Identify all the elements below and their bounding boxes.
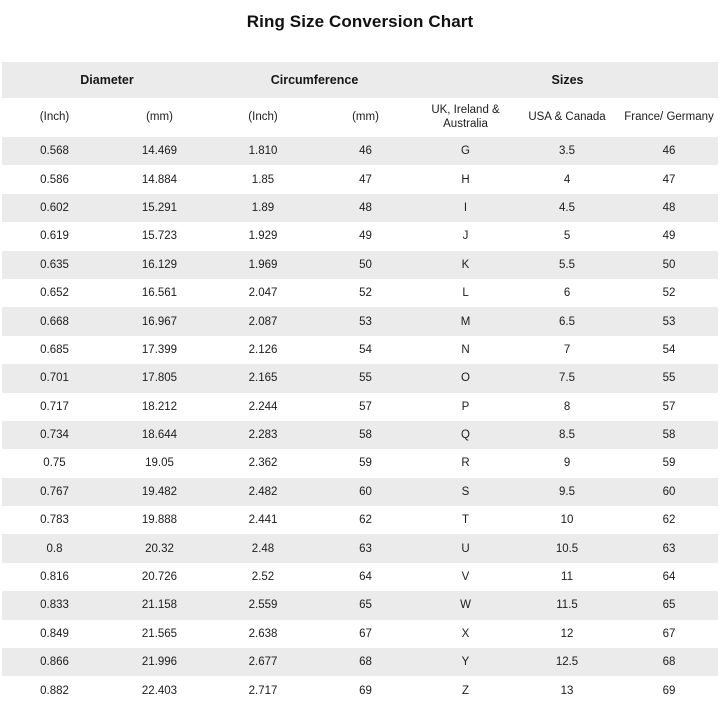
cell-size-usa-canada: 8.5 — [514, 421, 620, 449]
cell-size-uk-ireland-australia: J — [417, 222, 514, 250]
cell-size-france-germany: 65 — [620, 591, 718, 619]
group-header-diameter: Diameter — [2, 62, 212, 98]
cell-diameter-mm: 16.129 — [107, 251, 212, 279]
cell-size-france-germany: 64 — [620, 563, 718, 591]
cell-diameter-mm: 15.291 — [107, 194, 212, 222]
column-header-circumference-inch: (Inch) — [212, 98, 314, 137]
cell-size-usa-canada: 10 — [514, 506, 620, 534]
table-row — [2, 421, 718, 449]
cell-diameter-mm: 22.403 — [107, 676, 212, 704]
column-header-diameter-inch: (Inch) — [2, 98, 107, 137]
cell-diameter-mm: 21.158 — [107, 591, 212, 619]
table-row — [2, 620, 718, 648]
table-row — [2, 393, 718, 421]
table-body — [2, 137, 718, 705]
cell-diameter-inch: 0.866 — [2, 648, 107, 676]
cell-size-uk-ireland-australia: I — [417, 194, 514, 222]
table-row — [2, 222, 718, 250]
cell-circumference-inch: 2.441 — [212, 506, 314, 534]
cell-size-usa-canada: 10.5 — [514, 534, 620, 562]
cell-size-france-germany: 60 — [620, 478, 718, 506]
cell-size-usa-canada: 7.5 — [514, 364, 620, 392]
cell-circumference-inch: 2.047 — [212, 279, 314, 307]
cell-size-usa-canada: 9.5 — [514, 478, 620, 506]
table-row — [2, 307, 718, 335]
table-row — [2, 478, 718, 506]
cell-diameter-inch: 0.816 — [2, 563, 107, 591]
cell-diameter-mm: 16.967 — [107, 307, 212, 335]
cell-diameter-mm: 17.805 — [107, 364, 212, 392]
cell-circumference-mm: 53 — [314, 307, 417, 335]
cell-diameter-mm: 17.399 — [107, 336, 212, 364]
cell-diameter-inch: 0.734 — [2, 421, 107, 449]
cell-size-uk-ireland-australia: G — [417, 137, 514, 165]
cell-size-france-germany: 53 — [620, 307, 718, 335]
cell-size-uk-ireland-australia: M — [417, 307, 514, 335]
cell-size-uk-ireland-australia: R — [417, 449, 514, 477]
cell-size-uk-ireland-australia: N — [417, 336, 514, 364]
cell-diameter-mm: 18.644 — [107, 421, 212, 449]
cell-circumference-inch: 2.482 — [212, 478, 314, 506]
cell-diameter-inch: 0.668 — [2, 307, 107, 335]
cell-circumference-inch: 2.638 — [212, 620, 314, 648]
column-header-uk-ireland-australia: UK, Ireland & Australia — [417, 98, 514, 137]
cell-circumference-inch: 1.810 — [212, 137, 314, 165]
cell-size-france-germany: 55 — [620, 364, 718, 392]
cell-size-france-germany: 69 — [620, 676, 718, 704]
cell-size-uk-ireland-australia: W — [417, 591, 514, 619]
cell-diameter-inch: 0.882 — [2, 676, 107, 704]
cell-size-usa-canada: 13 — [514, 676, 620, 704]
column-header-circumference-mm: (mm) — [314, 98, 417, 137]
table-row — [2, 563, 718, 591]
cell-size-france-germany: 54 — [620, 336, 718, 364]
table-row — [2, 336, 718, 364]
cell-diameter-inch: 0.568 — [2, 137, 107, 165]
cell-size-france-germany: 49 — [620, 222, 718, 250]
cell-size-france-germany: 59 — [620, 449, 718, 477]
cell-size-uk-ireland-australia: Z — [417, 676, 514, 704]
cell-circumference-mm: 48 — [314, 194, 417, 222]
cell-diameter-inch: 0.833 — [2, 591, 107, 619]
cell-circumference-mm: 63 — [314, 534, 417, 562]
table-row — [2, 364, 718, 392]
cell-diameter-mm: 14.884 — [107, 165, 212, 193]
table-row — [2, 676, 718, 704]
cell-circumference-mm: 64 — [314, 563, 417, 591]
cell-diameter-mm: 20.32 — [107, 534, 212, 562]
cell-diameter-mm: 14.469 — [107, 137, 212, 165]
cell-size-usa-canada: 5.5 — [514, 251, 620, 279]
cell-diameter-mm: 18.212 — [107, 393, 212, 421]
cell-diameter-inch: 0.701 — [2, 364, 107, 392]
table-row — [2, 506, 718, 534]
cell-diameter-mm: 19.482 — [107, 478, 212, 506]
cell-diameter-inch: 0.717 — [2, 393, 107, 421]
cell-circumference-inch: 1.929 — [212, 222, 314, 250]
group-header-circumference: Circumference — [212, 62, 417, 98]
cell-diameter-mm: 21.565 — [107, 620, 212, 648]
cell-size-uk-ireland-australia: H — [417, 165, 514, 193]
table-row — [2, 194, 718, 222]
cell-circumference-inch: 2.362 — [212, 449, 314, 477]
cell-size-usa-canada: 7 — [514, 336, 620, 364]
cell-diameter-inch: 0.619 — [2, 222, 107, 250]
cell-circumference-inch: 2.677 — [212, 648, 314, 676]
cell-circumference-mm: 58 — [314, 421, 417, 449]
ring-size-conversion-table — [2, 62, 718, 705]
cell-size-usa-canada: 4 — [514, 165, 620, 193]
cell-diameter-inch: 0.75 — [2, 449, 107, 477]
cell-circumference-inch: 2.559 — [212, 591, 314, 619]
cell-size-uk-ireland-australia: P — [417, 393, 514, 421]
cell-size-uk-ireland-australia: X — [417, 620, 514, 648]
cell-circumference-mm: 46 — [314, 137, 417, 165]
cell-size-france-germany: 50 — [620, 251, 718, 279]
table-row — [2, 648, 718, 676]
cell-size-usa-canada: 4.5 — [514, 194, 620, 222]
cell-size-usa-canada: 12 — [514, 620, 620, 648]
cell-size-usa-canada: 6 — [514, 279, 620, 307]
cell-diameter-inch: 0.586 — [2, 165, 107, 193]
cell-circumference-mm: 59 — [314, 449, 417, 477]
cell-circumference-mm: 68 — [314, 648, 417, 676]
cell-size-uk-ireland-australia: S — [417, 478, 514, 506]
cell-diameter-inch: 0.849 — [2, 620, 107, 648]
cell-diameter-mm: 19.05 — [107, 449, 212, 477]
table-row — [2, 137, 718, 165]
cell-circumference-inch: 2.126 — [212, 336, 314, 364]
cell-diameter-inch: 0.783 — [2, 506, 107, 534]
cell-size-usa-canada: 12.5 — [514, 648, 620, 676]
cell-circumference-inch: 2.48 — [212, 534, 314, 562]
cell-size-uk-ireland-australia: U — [417, 534, 514, 562]
column-header-france-germany: France/ Germany — [620, 98, 718, 137]
cell-diameter-inch: 0.685 — [2, 336, 107, 364]
cell-circumference-mm: 57 — [314, 393, 417, 421]
cell-size-uk-ireland-australia: O — [417, 364, 514, 392]
cell-circumference-mm: 65 — [314, 591, 417, 619]
column-header-diameter-mm: (mm) — [107, 98, 212, 137]
cell-circumference-mm: 47 — [314, 165, 417, 193]
cell-circumference-inch: 2.283 — [212, 421, 314, 449]
cell-size-usa-canada: 9 — [514, 449, 620, 477]
cell-size-france-germany: 62 — [620, 506, 718, 534]
page-title: Ring Size Conversion Chart — [246, 12, 474, 31]
cell-circumference-inch: 2.244 — [212, 393, 314, 421]
cell-circumference-inch: 2.52 — [212, 563, 314, 591]
cell-diameter-inch: 0.8 — [2, 534, 107, 562]
cell-size-usa-canada: 5 — [514, 222, 620, 250]
table-row — [2, 279, 718, 307]
cell-size-france-germany: 57 — [620, 393, 718, 421]
cell-size-uk-ireland-australia: K — [417, 251, 514, 279]
cell-size-usa-canada: 11 — [514, 563, 620, 591]
cell-circumference-inch: 2.717 — [212, 676, 314, 704]
cell-diameter-inch: 0.635 — [2, 251, 107, 279]
table-row — [2, 251, 718, 279]
cell-circumference-inch: 1.85 — [212, 165, 314, 193]
cell-size-usa-canada: 11.5 — [514, 591, 620, 619]
cell-diameter-mm: 21.996 — [107, 648, 212, 676]
cell-circumference-mm: 50 — [314, 251, 417, 279]
cell-circumference-inch: 1.969 — [212, 251, 314, 279]
table-row — [2, 165, 718, 193]
table-row — [2, 534, 718, 562]
cell-circumference-mm: 62 — [314, 506, 417, 534]
cell-size-uk-ireland-australia: V — [417, 563, 514, 591]
cell-size-uk-ireland-australia: Q — [417, 421, 514, 449]
cell-circumference-inch: 2.087 — [212, 307, 314, 335]
cell-diameter-inch: 0.652 — [2, 279, 107, 307]
cell-circumference-mm: 67 — [314, 620, 417, 648]
group-header-row — [2, 62, 718, 98]
cell-circumference-mm: 52 — [314, 279, 417, 307]
cell-circumference-inch: 1.89 — [212, 194, 314, 222]
cell-diameter-mm: 19.888 — [107, 506, 212, 534]
cell-size-uk-ireland-australia: L — [417, 279, 514, 307]
cell-circumference-mm: 49 — [314, 222, 417, 250]
cell-size-france-germany: 67 — [620, 620, 718, 648]
table-row — [2, 449, 718, 477]
cell-size-france-germany: 47 — [620, 165, 718, 193]
cell-size-usa-canada: 3.5 — [514, 137, 620, 165]
cell-circumference-mm: 54 — [314, 336, 417, 364]
cell-diameter-mm: 20.726 — [107, 563, 212, 591]
cell-circumference-mm: 60 — [314, 478, 417, 506]
cell-circumference-mm: 69 — [314, 676, 417, 704]
cell-size-uk-ireland-australia: Y — [417, 648, 514, 676]
cell-size-usa-canada: 8 — [514, 393, 620, 421]
cell-diameter-inch: 0.602 — [2, 194, 107, 222]
cell-circumference-inch: 2.165 — [212, 364, 314, 392]
cell-size-france-germany: 58 — [620, 421, 718, 449]
sub-header-row — [2, 98, 718, 137]
group-header-sizes: Sizes — [417, 62, 718, 98]
cell-size-uk-ireland-australia: T — [417, 506, 514, 534]
column-header-usa-canada: USA & Canada — [514, 98, 620, 137]
cell-diameter-mm: 16.561 — [107, 279, 212, 307]
cell-size-france-germany: 52 — [620, 279, 718, 307]
cell-size-france-germany: 63 — [620, 534, 718, 562]
cell-size-france-germany: 48 — [620, 194, 718, 222]
cell-size-usa-canada: 6.5 — [514, 307, 620, 335]
cell-diameter-mm: 15.723 — [107, 222, 212, 250]
cell-size-france-germany: 68 — [620, 648, 718, 676]
cell-circumference-mm: 55 — [314, 364, 417, 392]
cell-diameter-inch: 0.767 — [2, 478, 107, 506]
table-row — [2, 591, 718, 619]
cell-size-france-germany: 46 — [620, 137, 718, 165]
